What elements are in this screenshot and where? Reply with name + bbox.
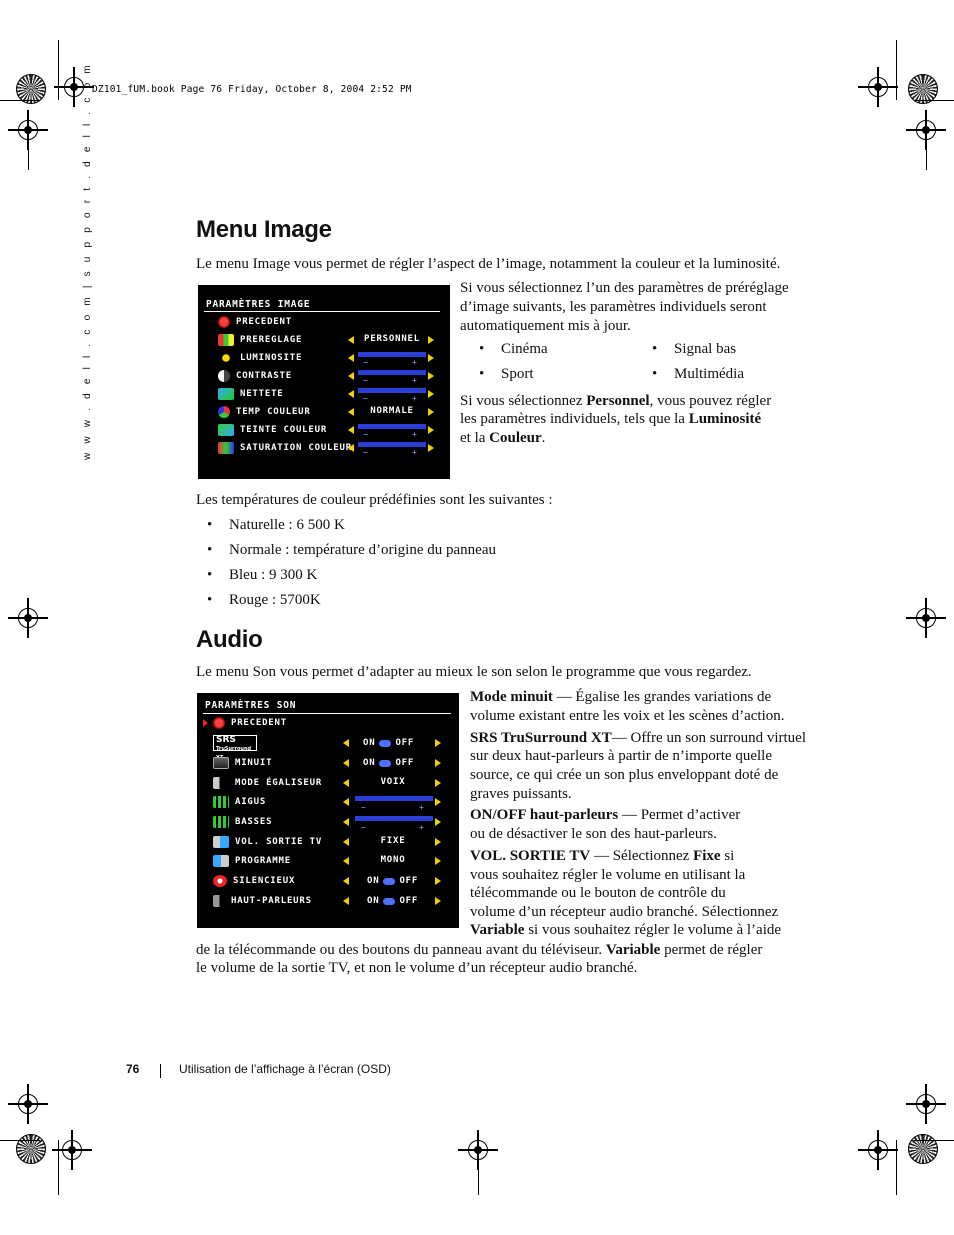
- personnel-text-line-1: Si vous sélectionnez Personnel, vous pouvez régler: [460, 393, 772, 409]
- osd-bar-teinte-couleur[interactable]: [358, 424, 426, 429]
- mode-minuit-line-1: Mode minuit — Égalise les grandes variations de: [470, 689, 772, 705]
- arrow-left-icon[interactable]: [343, 877, 349, 885]
- program-icon: [213, 855, 229, 867]
- tint-icon: [218, 424, 234, 436]
- arrow-left-icon[interactable]: [343, 779, 349, 787]
- osd-image-title: PARAMÈTRES IMAGE: [206, 299, 311, 310]
- arrow-left-icon[interactable]: [343, 739, 349, 747]
- personnel-text-line-3: et la Couleur.: [460, 430, 546, 446]
- osd-value-vol-sortie-tv: FIXE: [380, 836, 406, 846]
- arrow-right-icon[interactable]: [435, 779, 441, 787]
- trim-line: [58, 40, 59, 100]
- arrow-left-icon[interactable]: [348, 336, 354, 344]
- contrast-icon: [218, 370, 230, 382]
- preset-signal-bas: • Signal bas: [674, 340, 736, 359]
- registration-mark: [8, 1084, 48, 1124]
- arrow-right-icon[interactable]: [435, 857, 441, 865]
- arrow-left-icon[interactable]: [343, 798, 349, 806]
- osd-toggle-silencieux[interactable]: ON OFF: [367, 876, 419, 886]
- osd-toggle-haut-parleurs[interactable]: ON OFF: [367, 896, 419, 906]
- toggle-switch-icon: [383, 878, 395, 885]
- arrow-right-icon[interactable]: [428, 408, 434, 416]
- trim-line: [0, 1140, 40, 1141]
- arrow-right-icon[interactable]: [428, 336, 434, 344]
- back-icon: [218, 316, 230, 328]
- print-header-stamp: DZ101_fUM.book Page 76 Friday, October 8, 2004 2:52 PM: [92, 84, 412, 95]
- arrow-left-icon[interactable]: [343, 838, 349, 846]
- trim-line: [896, 40, 897, 100]
- presets-text-line-3: automatiquement mis à jour.: [460, 318, 631, 334]
- osd-row-teinte-couleur[interactable]: TEINTE COULEUR: [218, 422, 327, 438]
- osd-row-precedent[interactable]: PRECEDENT: [213, 715, 287, 731]
- osd-value-programme: MONO: [380, 855, 406, 865]
- vol-line-5: Variable si vous souhaitez régler le volume à l’aide: [470, 922, 782, 938]
- selection-arrow-icon: [203, 719, 208, 727]
- osd-bar-aigus[interactable]: [355, 796, 433, 801]
- vol-line-7: le volume de la sortie TV, et non le volume d’un récepteur audio branché.: [196, 960, 638, 976]
- arrow-right-icon[interactable]: [428, 426, 434, 434]
- registration-mark: [858, 67, 898, 107]
- registration-mark: [858, 1130, 898, 1170]
- heading-audio: Audio: [196, 626, 263, 653]
- osd-row-programme[interactable]: PROGRAMME: [213, 853, 291, 869]
- registration-mark: [906, 598, 946, 638]
- osd-bar-nettete[interactable]: [358, 388, 426, 393]
- arrow-right-icon[interactable]: [435, 759, 441, 767]
- trim-line: [478, 1170, 479, 1195]
- osd-row-vol-sortie-tv[interactable]: VOL. SORTIE TV: [213, 834, 322, 850]
- arrow-right-icon[interactable]: [428, 444, 434, 452]
- osd-bar-basses[interactable]: [355, 816, 433, 821]
- arrow-left-icon[interactable]: [348, 354, 354, 362]
- osd-value-prereglage: PERSONNEL: [364, 334, 420, 344]
- registration-mark: [458, 1130, 498, 1170]
- preset-cinema: • Cinéma: [501, 340, 548, 359]
- treble-icon: [213, 796, 229, 808]
- arrow-right-icon[interactable]: [428, 390, 434, 398]
- side-url: w w w . d e l l . c o m | s u p p o r t . d e l l . c o m: [82, 62, 93, 460]
- audio-intro: Le menu Son vous permet d’adapter au mieux le son selon le programme que vous regardez.: [196, 664, 752, 680]
- osd-row-contraste[interactable]: CONTRASTE: [218, 368, 292, 384]
- footer-divider: [160, 1064, 161, 1078]
- trim-line: [0, 100, 40, 101]
- srs-line-4: graves puissants.: [470, 786, 572, 802]
- arrow-right-icon[interactable]: [435, 818, 441, 826]
- osd-row-haut-parleurs[interactable]: HAUT-PARLEURS: [213, 893, 312, 909]
- osd-row-prereglage[interactable]: PREREGLAGE: [218, 332, 302, 348]
- osd-row-minuit[interactable]: MINUIT: [213, 755, 272, 771]
- osd-bar-saturation-couleur[interactable]: [358, 442, 426, 447]
- srs-line-3: source, ce qui crée un son plus enveloppant doté de: [470, 767, 779, 783]
- osd-image-menu: PARAMÈTRES IMAGE PRECEDENT PREREGLAGE PERSONNEL LUMINOSITE − + CONTRASTE − + NETTETE − + TEMP COULEUR NORMALE TEINTE COULEUR − + SATURATION COULEUR − +: [198, 285, 450, 479]
- osd-audio-title: PARAMÈTRES SON: [205, 700, 297, 711]
- arrow-left-icon[interactable]: [343, 818, 349, 826]
- onoff-line-2: ou de désactiver le son des haut-parleurs.: [470, 826, 717, 842]
- arrow-left-icon[interactable]: [348, 372, 354, 380]
- osd-audio-menu: PARAMÈTRES SON PRECEDENT SRS TruSurround ON OFF MINUIT ON OFF MODE ÉGALISEUR VOIX AIGUS − + BASSES − + VOL. SORTIE TV FIXE PROGRAMME MONO SILENCIEUX ON OFF HAUT-PARLEURS ON OFF: [197, 693, 459, 928]
- osd-divider: [203, 713, 451, 714]
- presets-text-line-2: d’image suivants, les paramètres individuels seront: [460, 299, 767, 315]
- toggle-switch-icon: [383, 898, 395, 905]
- arrow-right-icon[interactable]: [435, 838, 441, 846]
- arrow-left-icon[interactable]: [343, 759, 349, 767]
- arrow-right-icon[interactable]: [435, 798, 441, 806]
- arrow-right-icon[interactable]: [428, 372, 434, 380]
- personnel-text-line-2: les paramètres individuels, tels que la Luminosité: [460, 411, 762, 427]
- vol-line-3: télécommande ou le bouton de contrôle du: [470, 885, 726, 901]
- trim-line: [28, 140, 29, 170]
- osd-toggle-minuit[interactable]: ON OFF: [363, 758, 415, 768]
- image-intro: Le menu Image vous permet de régler l’aspect de l’image, notamment la couleur et la luminosité.: [196, 256, 781, 272]
- saturation-icon: [218, 442, 234, 454]
- arrow-left-icon[interactable]: [348, 408, 354, 416]
- speakers-icon: [213, 895, 229, 907]
- arrow-left-icon[interactable]: [348, 444, 354, 452]
- heading-menu-image: Menu Image: [196, 216, 332, 243]
- trim-line: [58, 1140, 59, 1195]
- mode-minuit-line-2: volume existant entre les voix et les scènes d’action.: [470, 708, 785, 724]
- vol-line-2: vous souhaitez régler le volume en utilisant la: [470, 867, 746, 883]
- arrow-left-icon[interactable]: [348, 390, 354, 398]
- registration-mark: [8, 598, 48, 638]
- osd-row-basses[interactable]: BASSES: [213, 814, 272, 830]
- osd-toggle-srs[interactable]: ON OFF: [363, 738, 415, 748]
- vol-line-6: de la télécommande ou des boutons du panneau avant du téléviseur. Variable permet de régler: [196, 942, 763, 958]
- toggle-switch-icon: [379, 760, 391, 767]
- temp-item: • Bleu : 9 300 K: [229, 566, 317, 585]
- page-number: 76: [126, 1062, 140, 1076]
- osd-row-luminosite[interactable]: LUMINOSITE: [218, 350, 302, 366]
- osd-row-aigus[interactable]: AIGUS: [213, 794, 266, 810]
- arrow-right-icon[interactable]: [428, 354, 434, 362]
- temp-item: • Rouge : 5700K: [229, 591, 321, 610]
- back-icon: [213, 717, 225, 729]
- preset-icon: [218, 334, 234, 346]
- color-wheel-mark: [16, 1134, 46, 1164]
- osd-value-temp-couleur: NORMALE: [370, 406, 414, 416]
- trim-line: [926, 140, 927, 170]
- bass-icon: [213, 816, 229, 828]
- night-icon: [213, 757, 229, 769]
- osd-bar-luminosite[interactable]: [358, 352, 426, 357]
- osd-row-saturation-couleur[interactable]: SATURATION COULEUR: [218, 440, 352, 456]
- preset-sport: • Sport: [501, 365, 534, 384]
- srs-line-1: SRS TruSurround XT— Offre un son surround virtuel: [470, 730, 807, 746]
- srs-logo: SRS TruSurround: [213, 735, 257, 751]
- osd-divider: [204, 311, 440, 312]
- temp-item: • Normale : température d’origine du panneau: [229, 541, 496, 560]
- color-wheel-mark: [908, 1134, 938, 1164]
- registration-mark: [906, 1084, 946, 1124]
- arrow-left-icon[interactable]: [343, 857, 349, 865]
- arrow-left-icon[interactable]: [343, 897, 349, 905]
- vol-line-4: volume d’un récepteur audio branché. Sélectionnez: [470, 904, 779, 920]
- vol-line-1: VOL. SORTIE TV — Sélectionnez Fixe si: [470, 848, 735, 864]
- osd-row-precedent[interactable]: PRECEDENT: [218, 314, 292, 330]
- osd-row-nettete[interactable]: NETTETE: [218, 386, 284, 402]
- preset-multimedia: • Multimédia: [674, 365, 744, 384]
- footer-title: Utilisation de l’affichage à l’écran (OSD): [179, 1062, 391, 1076]
- speaker-icon: [213, 777, 229, 789]
- sharpness-icon: [218, 388, 234, 400]
- arrow-left-icon[interactable]: [348, 426, 354, 434]
- osd-value-mode-egaliseur: VOIX: [380, 777, 406, 787]
- onoff-line-1: ON/OFF haut-parleurs — Permet d’activer: [470, 807, 741, 823]
- color-temp-icon: [218, 406, 230, 418]
- osd-row-silencieux[interactable]: SILENCIEUX: [213, 873, 295, 889]
- arrow-right-icon[interactable]: [435, 877, 441, 885]
- osd-bar-contraste[interactable]: [358, 370, 426, 375]
- osd-row-mode-egaliseur[interactable]: MODE ÉGALISEUR: [213, 775, 322, 791]
- tv-volume-icon: [213, 836, 229, 848]
- srs-line-2: sur deux haut-parleurs à partir de n’importe quelle: [470, 748, 772, 764]
- temps-intro: Les températures de couleur prédéfinies sont les suivantes :: [196, 492, 553, 508]
- arrow-right-icon[interactable]: [435, 739, 441, 747]
- trim-line: [914, 1140, 954, 1141]
- toggle-switch-icon: [379, 740, 391, 747]
- trim-line: [896, 1140, 897, 1195]
- arrow-right-icon[interactable]: [435, 897, 441, 905]
- mute-icon: [213, 875, 227, 887]
- presets-text-line-1: Si vous sélectionnez l’un des paramètres de préréglage: [460, 280, 789, 296]
- osd-row-temp-couleur[interactable]: TEMP COULEUR: [218, 404, 311, 420]
- temp-item: • Naturelle : 6 500 K: [229, 516, 345, 535]
- sun-icon: [218, 352, 234, 364]
- trim-line: [914, 100, 954, 101]
